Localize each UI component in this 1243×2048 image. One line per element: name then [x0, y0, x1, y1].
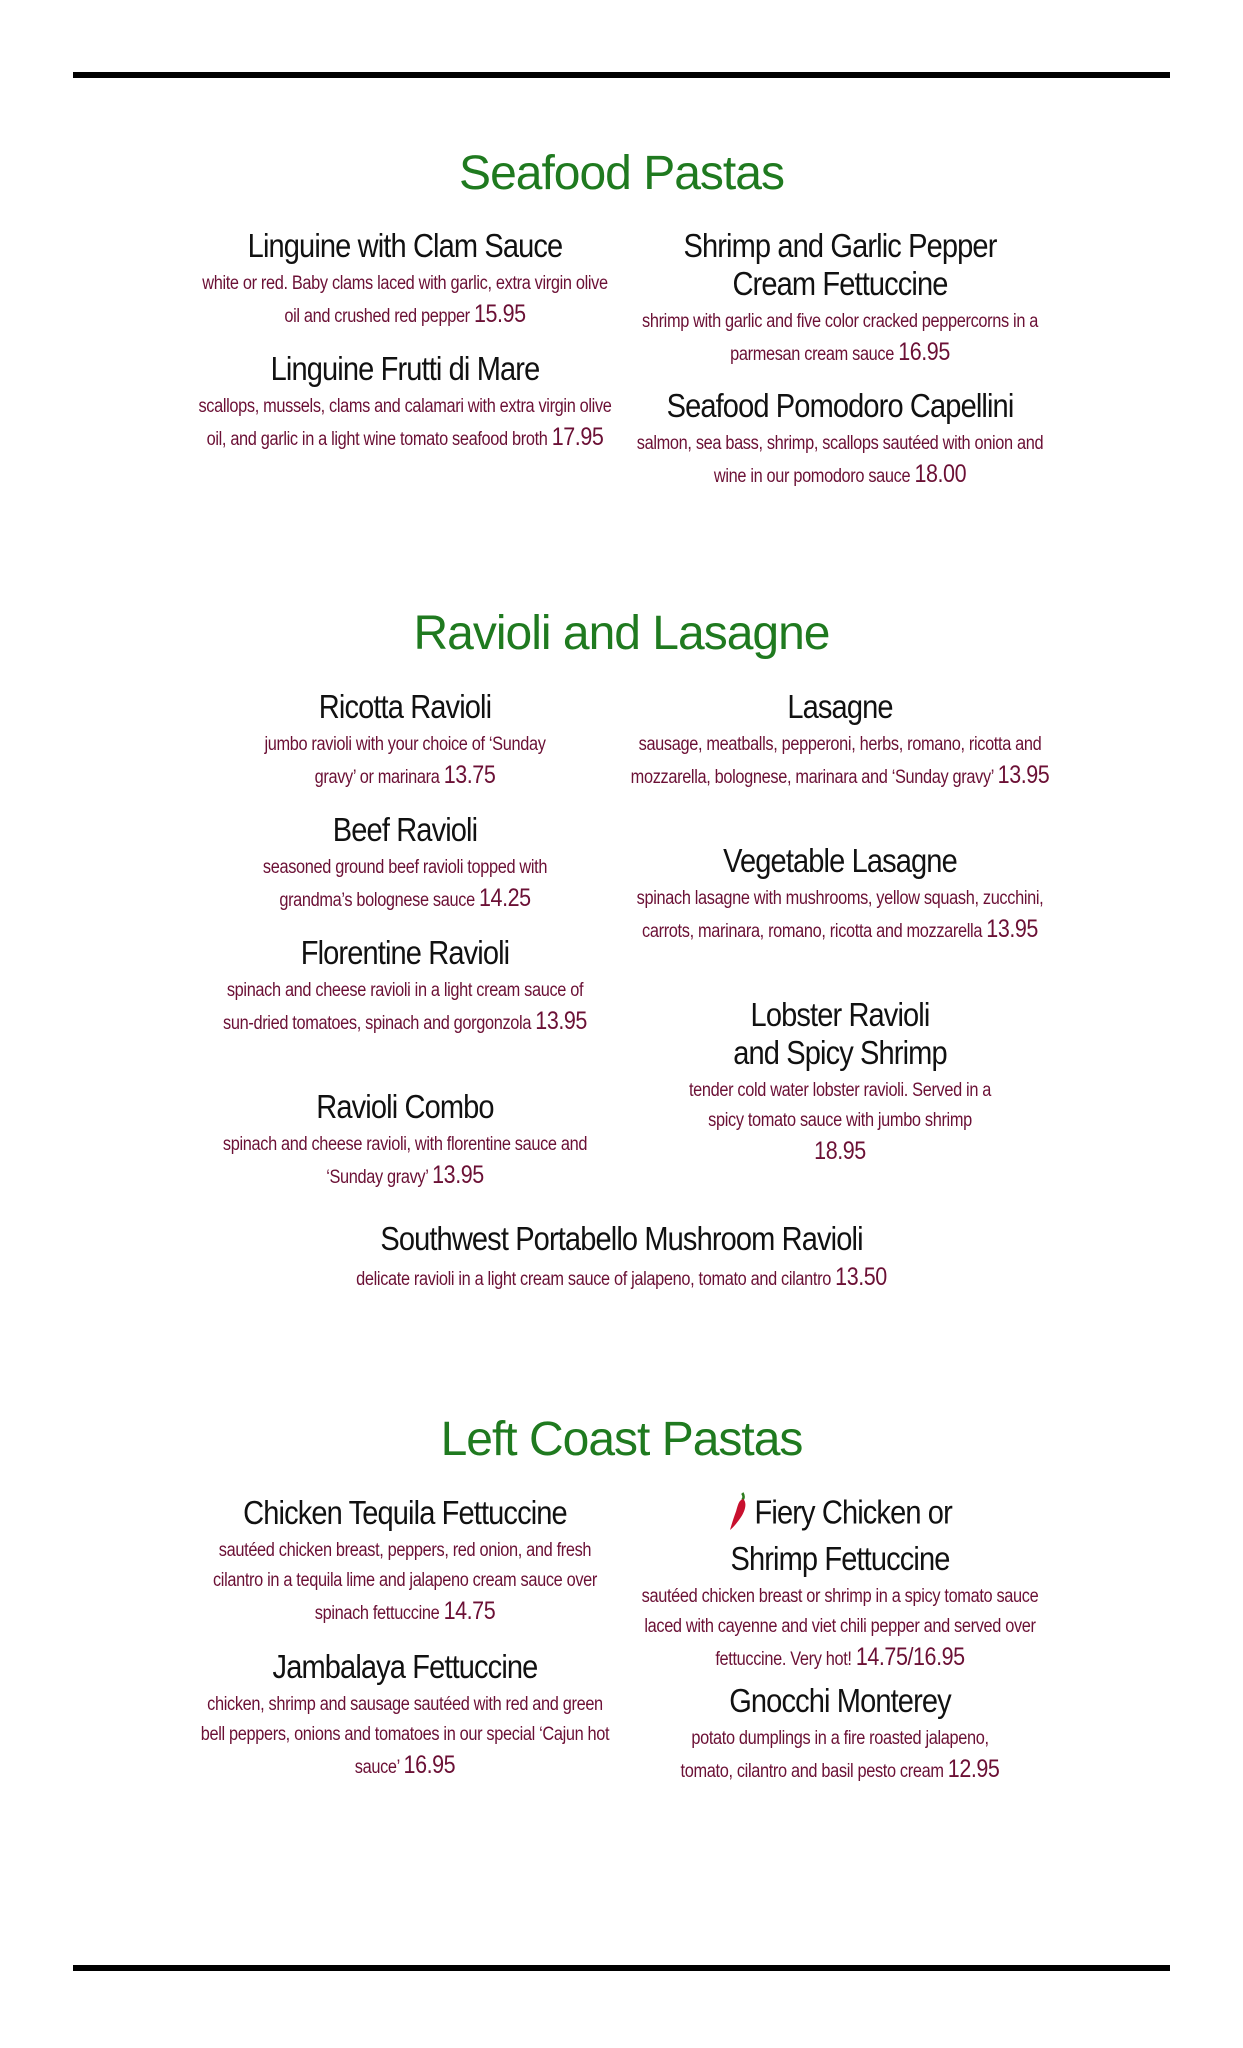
item-price: 16.95 [898, 338, 950, 366]
menu-item-florentine-ravioli [160, 934, 650, 1039]
item-description: spinach and cheese ravioli, with florentine sauce and ‘Sunday gravy’ 13.95 [222, 1134, 588, 1189]
section-title-left-coast-pastas: Left Coast Pastas [440, 1413, 803, 1466]
item-name: Lobster Ravioli and Spicy Shrimp [733, 996, 947, 1071]
item-description: potato dumplings in a fire roasted jalapeno, tomato, cilantro and basil pesto cream 12.95 [680, 1728, 1000, 1783]
menu-item-chicken-tequila-fettuccine [160, 1494, 650, 1629]
item-price: 18.95 [814, 1137, 866, 1165]
section-title-ravioli-lasagne: Ravioli and Lasagne [413, 607, 830, 660]
item-price: 18.00 [914, 460, 967, 488]
item-price: 14.75 [443, 1597, 496, 1625]
item-description: chicken, shrimp and sausage sautéed with red and green bell peppers, onions and tomatoes in our special ‘Cajun hot sauce’ 16.95 [200, 1694, 610, 1779]
item-price: 13.95 [997, 761, 1050, 789]
item-price: 15.95 [474, 300, 526, 328]
item-name: Linguine Frutti di Mare [270, 350, 540, 387]
item-name: Southwest Portabello Mushroom Ravioli [380, 1220, 863, 1257]
item-name: Ricotta Ravioli [318, 688, 492, 725]
item-description: spinach and cheese ravioli in a light cream sauce of sun-dried tomatoes, spinach and gorgonzola 13.95 [223, 980, 587, 1035]
menu-item-linguine-clam-sauce [160, 227, 650, 332]
menu-item-ricotta-ravioli [160, 688, 650, 793]
menu-item-vegetable-lasagne [595, 842, 1085, 947]
item-name: Shrimp and Garlic Pepper Cream Fettuccine [683, 227, 997, 302]
menu-item-lobster-ravioli-spicy-shrimp [595, 996, 1085, 1169]
item-name: Gnocchi Monterey [729, 1682, 951, 1719]
item-name: Ravioli Combo [316, 1088, 494, 1125]
menu-item-southwest-portabello-ravioli [150, 1220, 1093, 1295]
item-price: 13.95 [986, 915, 1038, 943]
item-description: shrimp with garlic and five color cracked peppercorns in a parmesan cream sauce 16.95 [641, 311, 1039, 366]
item-name: Fiery Chicken or Shrimp Fettuccine [624, 1490, 1055, 1578]
item-name: Jambalaya Fettuccine [272, 1648, 538, 1685]
item-description: sautéed chicken breast, peppers, red onion, and fresh cilantro in a tequila lime and jalapeno cream sauce over spinach fettuccine 14.75 [212, 1540, 598, 1625]
item-price: 14.75/16.95 [855, 1643, 965, 1671]
chili-pepper-icon [728, 1490, 751, 1540]
item-name: Chicken Tequila Fettuccine [243, 1494, 567, 1531]
item-name: Lasagne [787, 688, 893, 725]
item-description: white or red. Baby clams laced with garlic, extra virgin olive oil and crushed red pepper 15.95 [202, 273, 608, 328]
section-title-seafood-pastas: Seafood Pastas [459, 147, 784, 200]
item-price: 13.75 [443, 761, 496, 789]
item-description: seasoned ground beef ravioli topped with grandma’s bolognese sauce 14.25 [262, 857, 548, 912]
item-price: 17.95 [551, 423, 604, 451]
menu-item-ravioli-combo [160, 1088, 650, 1193]
menu-item-fiery-chicken-shrimp-fettuccine [595, 1490, 1085, 1675]
item-price: 13.95 [535, 1007, 587, 1035]
item-description: scallops, mussels, clams and calamari with extra virgin olive oil, and garlic in a light wine tomato seafood broth 17.95 [198, 396, 612, 451]
item-description: salmon, sea bass, shrimp, scallops sautéed with onion and wine in our pomodoro sauce 18.00 [636, 433, 1044, 488]
top-rule [73, 72, 1170, 78]
menu-item-jambalaya-fettuccine [160, 1648, 650, 1783]
menu-item-seafood-pomodoro-capellini [595, 387, 1085, 492]
item-name: Florentine Ravioli [300, 934, 510, 971]
item-name: Beef Ravioli [332, 811, 478, 848]
item-price: 13.50 [835, 1263, 887, 1291]
item-description: sausage, meatballs, pepperoni, herbs, romano, ricotta and mozzarella, bolognese, marinara and ‘Sunday gravy’ 13.95 [630, 734, 1050, 789]
menu-item-linguine-frutti-di-mare [160, 350, 650, 455]
menu-item-lasagne [595, 688, 1085, 793]
item-description: delicate ravioli in a light cream sauce of jalapeno, tomato and cilantro 13.50 [356, 1263, 887, 1291]
item-price: 14.25 [479, 884, 531, 912]
item-name: Seafood Pomodoro Capellini [666, 387, 1014, 424]
item-name: Linguine with Clam Sauce [247, 227, 563, 264]
menu-item-gnocchi-monterey [595, 1682, 1085, 1787]
bottom-rule [73, 1965, 1170, 1971]
menu-item-beef-ravioli [160, 811, 650, 916]
item-description: tender cold water lobster ravioli. Served in a spicy tomato sauce with jumbo shrimp 18.95 [688, 1080, 992, 1165]
item-description: jumbo ravioli with your choice of ‘Sunday gravy’ or marinara 13.75 [264, 734, 546, 789]
item-description: spinach lasagne with mushrooms, yellow squash, zucchini, carrots, marinara, romano, ricotta and mozzarella 13.95 [636, 888, 1044, 943]
item-name: Vegetable Lasagne [723, 842, 957, 879]
item-price: 12.95 [947, 1755, 1000, 1783]
item-description: sautéed chicken breast or shrimp in a spicy tomato sauce laced with cayenne and viet chili pepper and served over fettuccine. Very hot! 14.75/16.95 [641, 1586, 1039, 1671]
menu-item-shrimp-garlic-pepper-fettuccine [595, 227, 1085, 370]
item-price: 16.95 [403, 1751, 456, 1779]
item-price: 13.95 [432, 1161, 484, 1189]
